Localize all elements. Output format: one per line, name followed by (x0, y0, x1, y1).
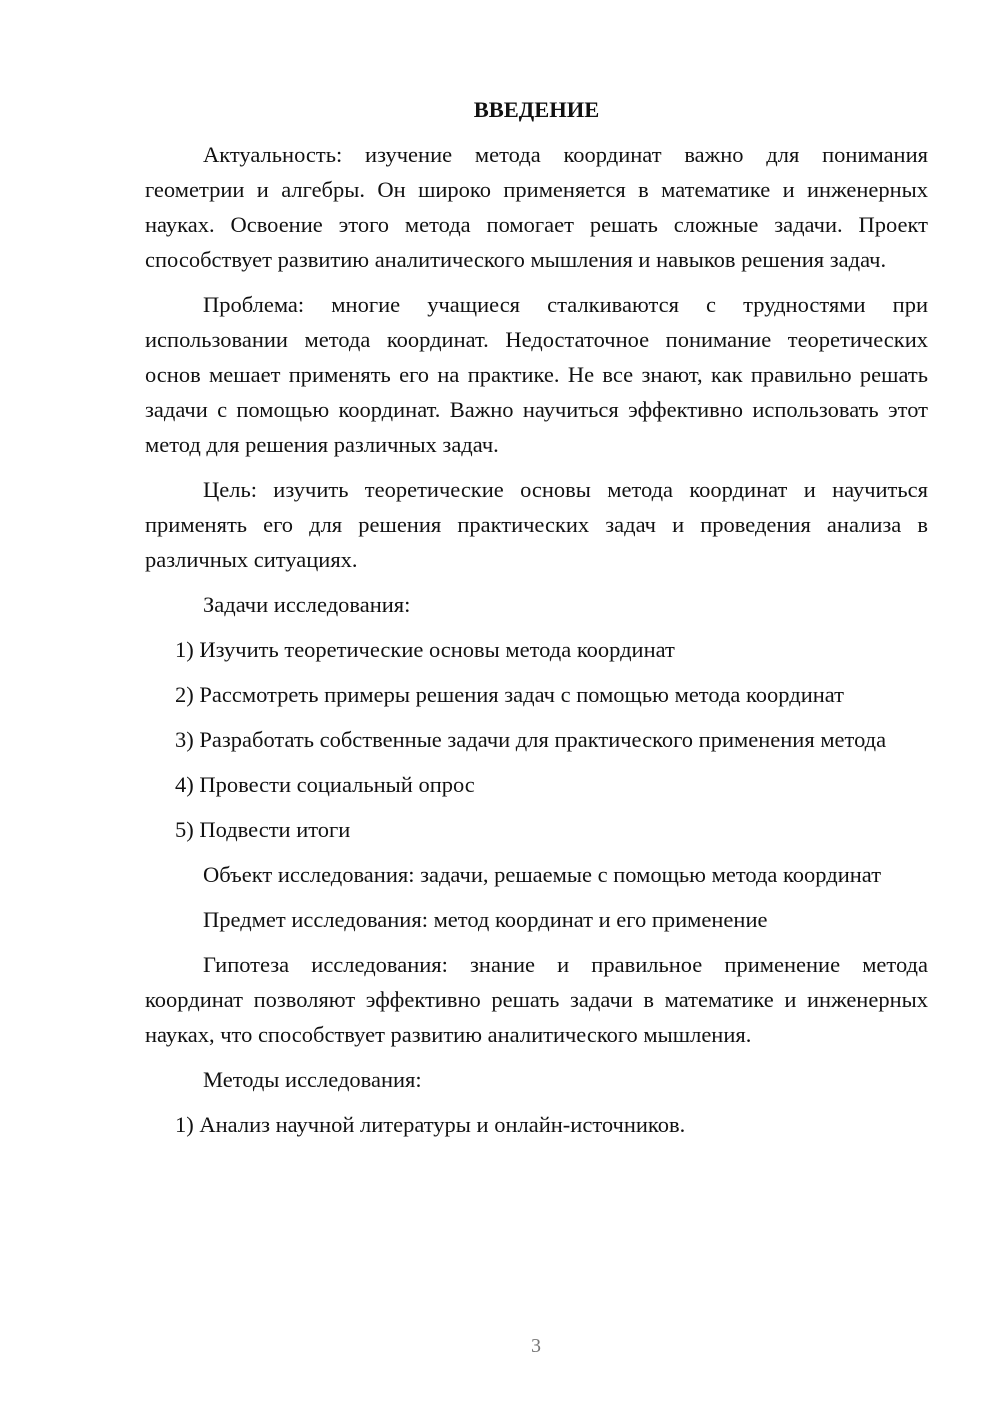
task-item-4: 4) Провести социальный опрос (175, 772, 475, 797)
object-paragraph: Объект исследования: задачи, решаемые с помощью метода координат (203, 862, 882, 887)
page-number: 3 (531, 1335, 541, 1357)
method-item-1: 1) Анализ научной литературы и онлайн-источников. (175, 1112, 686, 1137)
task-item-3: 3) Разработать собственные задачи для практического применения метода (175, 727, 887, 752)
methods-label: Методы исследования: (203, 1067, 422, 1092)
page-content (145, 95, 928, 1152)
task-item-1: 1) Изучить теоретические основы метода координат (175, 637, 675, 662)
problem-paragraph: Проблема: многие учащиеся сталкиваются с трудностями при использовании метода координат. Недостаточное понимание теоретических основ мешает применять его на практике. Не все знают, как правильно решать задачи с помощью координат. Важно научиться эффективно использовать этот метод для решения различных задач. (145, 292, 928, 457)
tasks-label: Задачи исследования: (203, 592, 411, 617)
task-item-5: 5) Подвести итоги (175, 817, 351, 842)
goal-paragraph: Цель: изучить теоретические основы метода координат и научиться применять его для решения практических задач и проведения анализа в различных ситуациях. (145, 477, 928, 572)
task-item-2: 2) Рассмотреть примеры решения задач с помощью метода координат (175, 682, 845, 707)
subject-paragraph: Предмет исследования: метод координат и его применение (203, 907, 768, 932)
hypothesis-paragraph: Гипотеза исследования: знание и правильное применение метода координат позволяют эффективно решать задачи в математике и инженерных науках, что способствует развитию аналитического мышления. (145, 952, 928, 1047)
page-title: ВВЕДЕНИЕ (473, 97, 600, 122)
relevance-paragraph: Актуальность: изучение метода координат важно для понимания геометрии и алгебры. Он широко применяется в математике и инженерных науках. Освоение этого метода помогает решать сложные задачи. Проект способствует развитию аналитического мышления и навыков решения задач. (145, 142, 928, 272)
